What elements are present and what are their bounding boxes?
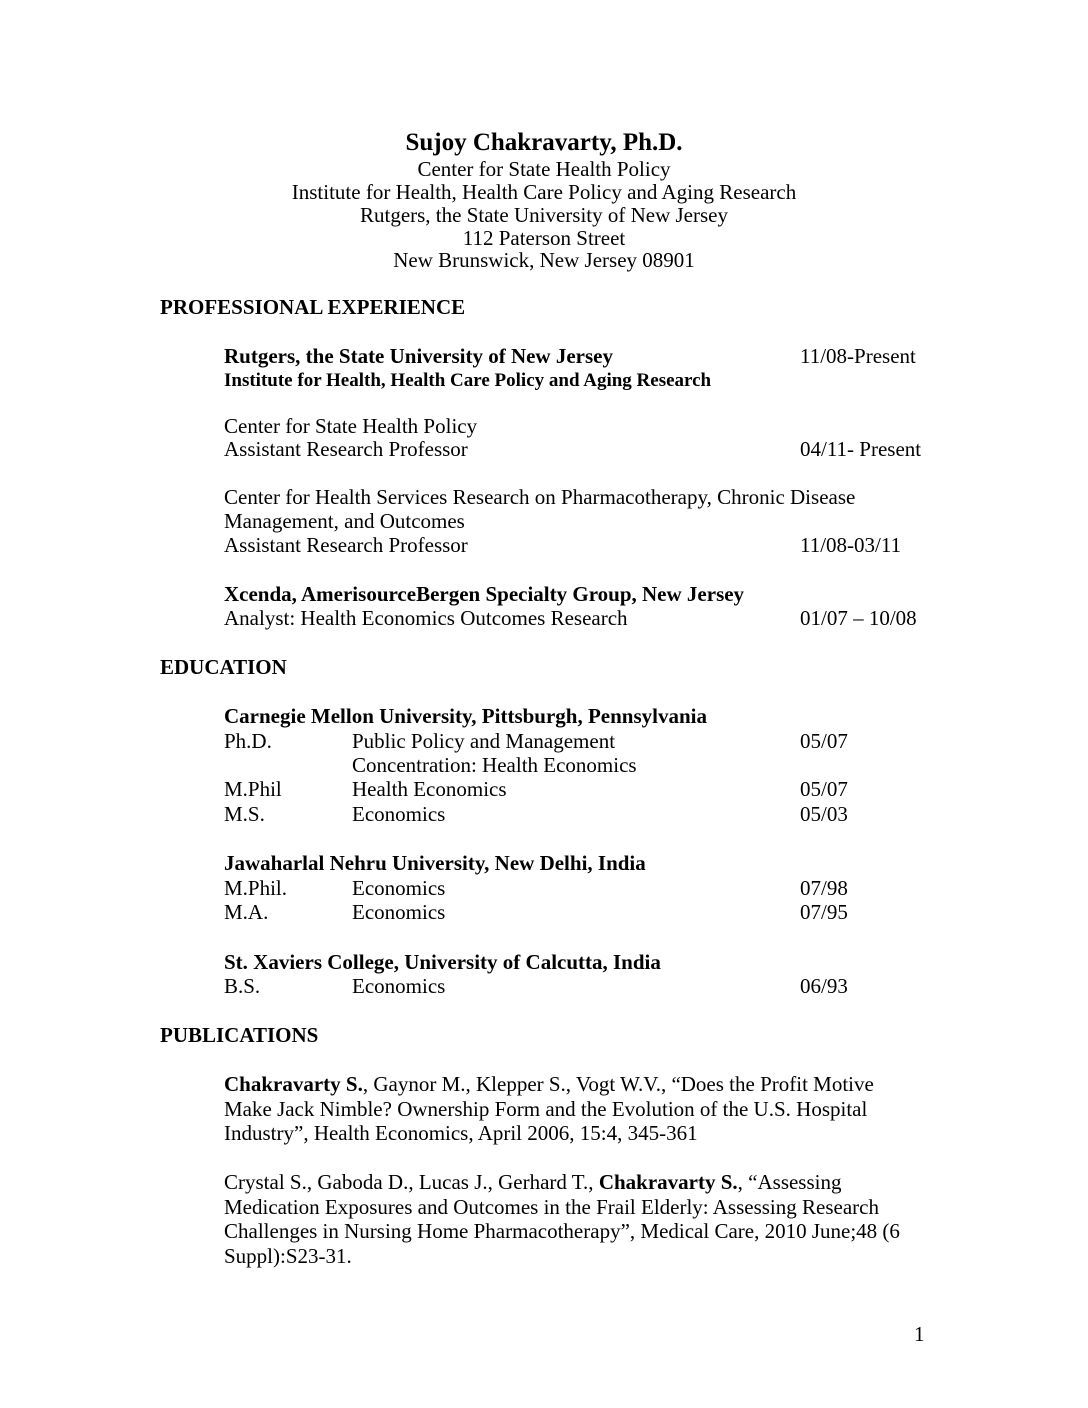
position-cshp-unit: Center for State Health Policy bbox=[224, 414, 478, 438]
position-chsr-unit-line1: Center for Health Services Research on Pharmacotherapy, Chronic Disease bbox=[224, 485, 856, 509]
employer-rutgers-dates: 11/08-Present bbox=[800, 344, 916, 368]
header-line-2: Institute for Health, Health Care Policy and Aging Research bbox=[291, 180, 797, 204]
degree-date: 07/95 bbox=[800, 900, 848, 924]
page-number: 1 bbox=[914, 1322, 925, 1346]
cv-name: Sujoy Chakravarty, Ph.D. bbox=[405, 129, 683, 156]
degree-label: B.S. bbox=[224, 974, 261, 998]
degree-label: M.Phil bbox=[224, 777, 282, 801]
degree-date: 05/07 bbox=[800, 729, 848, 753]
degree-date: 05/07 bbox=[800, 777, 848, 801]
position-xcenda-title: Analyst: Health Economics Outcomes Research bbox=[224, 606, 628, 630]
publication-author-highlight: Chakravarty S. bbox=[224, 1072, 363, 1096]
publication-coauthors: Crystal S., Gaboda D., Lucas J., Gerhard T., bbox=[224, 1170, 599, 1194]
degree-date: 05/03 bbox=[800, 802, 848, 826]
degree-field: Economics bbox=[352, 974, 446, 998]
school-xaviers: St. Xaviers College, University of Calcutta, India bbox=[224, 950, 661, 974]
position-xcenda-dates: 01/07 – 10/08 bbox=[800, 606, 917, 630]
degree-field: Economics bbox=[352, 876, 446, 900]
degree-field: Public Policy and Management bbox=[352, 729, 616, 753]
position-chsr-dates: 11/08-03/11 bbox=[800, 533, 902, 557]
section-heading-experience: PROFESSIONAL EXPERIENCE bbox=[160, 295, 466, 319]
position-chsr-title: Assistant Research Professor bbox=[224, 533, 468, 557]
degree-label: Ph.D. bbox=[224, 729, 272, 753]
degree-date: 07/98 bbox=[800, 876, 848, 900]
header-line-3: Rutgers, the State University of New Jersey bbox=[359, 203, 728, 227]
publication-author-highlight: Chakravarty S. bbox=[598, 1170, 738, 1194]
degree-label: M.S. bbox=[224, 802, 265, 826]
employer-xcenda: Xcenda, AmerisourceBergen Specialty Group, New Jersey bbox=[224, 582, 745, 606]
degree-field: Health Economics bbox=[352, 777, 507, 801]
employer-rutgers-institute: Institute for Health, Health Care Policy and Aging Research bbox=[224, 370, 712, 391]
section-heading-publications: PUBLICATIONS bbox=[160, 1023, 319, 1047]
publication-citation: , “Assessing Medication Exposures and Outcomes in the Frail Elderly: Assessing Research Challenges in Nursing Home Pharmacotherapy”, Medical Care, 2010 June;48 (6 Suppl):S23-31. bbox=[224, 1170, 900, 1268]
publication-citation: , Gaynor M., Klepper S., Vogt W.V., “Does the Profit Motive Make Jack Nimble? Ownership Form and the Evolution of the U.S. Hospital Industry”, Health Economics, April 2006, 15:4, 345-361 bbox=[224, 1072, 874, 1145]
header-line-1: Center for State Health Policy bbox=[417, 157, 671, 181]
school-cmu: Carnegie Mellon University, Pittsburgh, Pennsylvania bbox=[224, 704, 707, 728]
degree-field: Economics bbox=[352, 900, 446, 924]
degree-label: M.A. bbox=[224, 900, 269, 924]
employer-rutgers: Rutgers, the State University of New Jersey bbox=[224, 344, 613, 368]
degree-date: 06/93 bbox=[800, 974, 848, 998]
section-heading-education: EDUCATION bbox=[160, 655, 287, 679]
school-jnu: Jawaharlal Nehru University, New Delhi, India bbox=[224, 851, 646, 875]
position-cshp-title: Assistant Research Professor bbox=[224, 437, 468, 461]
publication-entry-2 bbox=[224, 1170, 924, 1268]
degree-field: Economics bbox=[352, 802, 446, 826]
position-cshp-dates: 04/11- Present bbox=[800, 437, 922, 461]
degree-field: Concentration: Health Economics bbox=[352, 753, 637, 777]
header-line-5: New Brunswick, New Jersey 08901 bbox=[393, 248, 695, 272]
publication-entry-1 bbox=[224, 1072, 924, 1146]
degree-label: M.Phil. bbox=[224, 876, 288, 900]
header-line-4: 112 Paterson Street bbox=[462, 226, 626, 250]
position-chsr-unit-line2: Management, and Outcomes bbox=[224, 509, 465, 533]
